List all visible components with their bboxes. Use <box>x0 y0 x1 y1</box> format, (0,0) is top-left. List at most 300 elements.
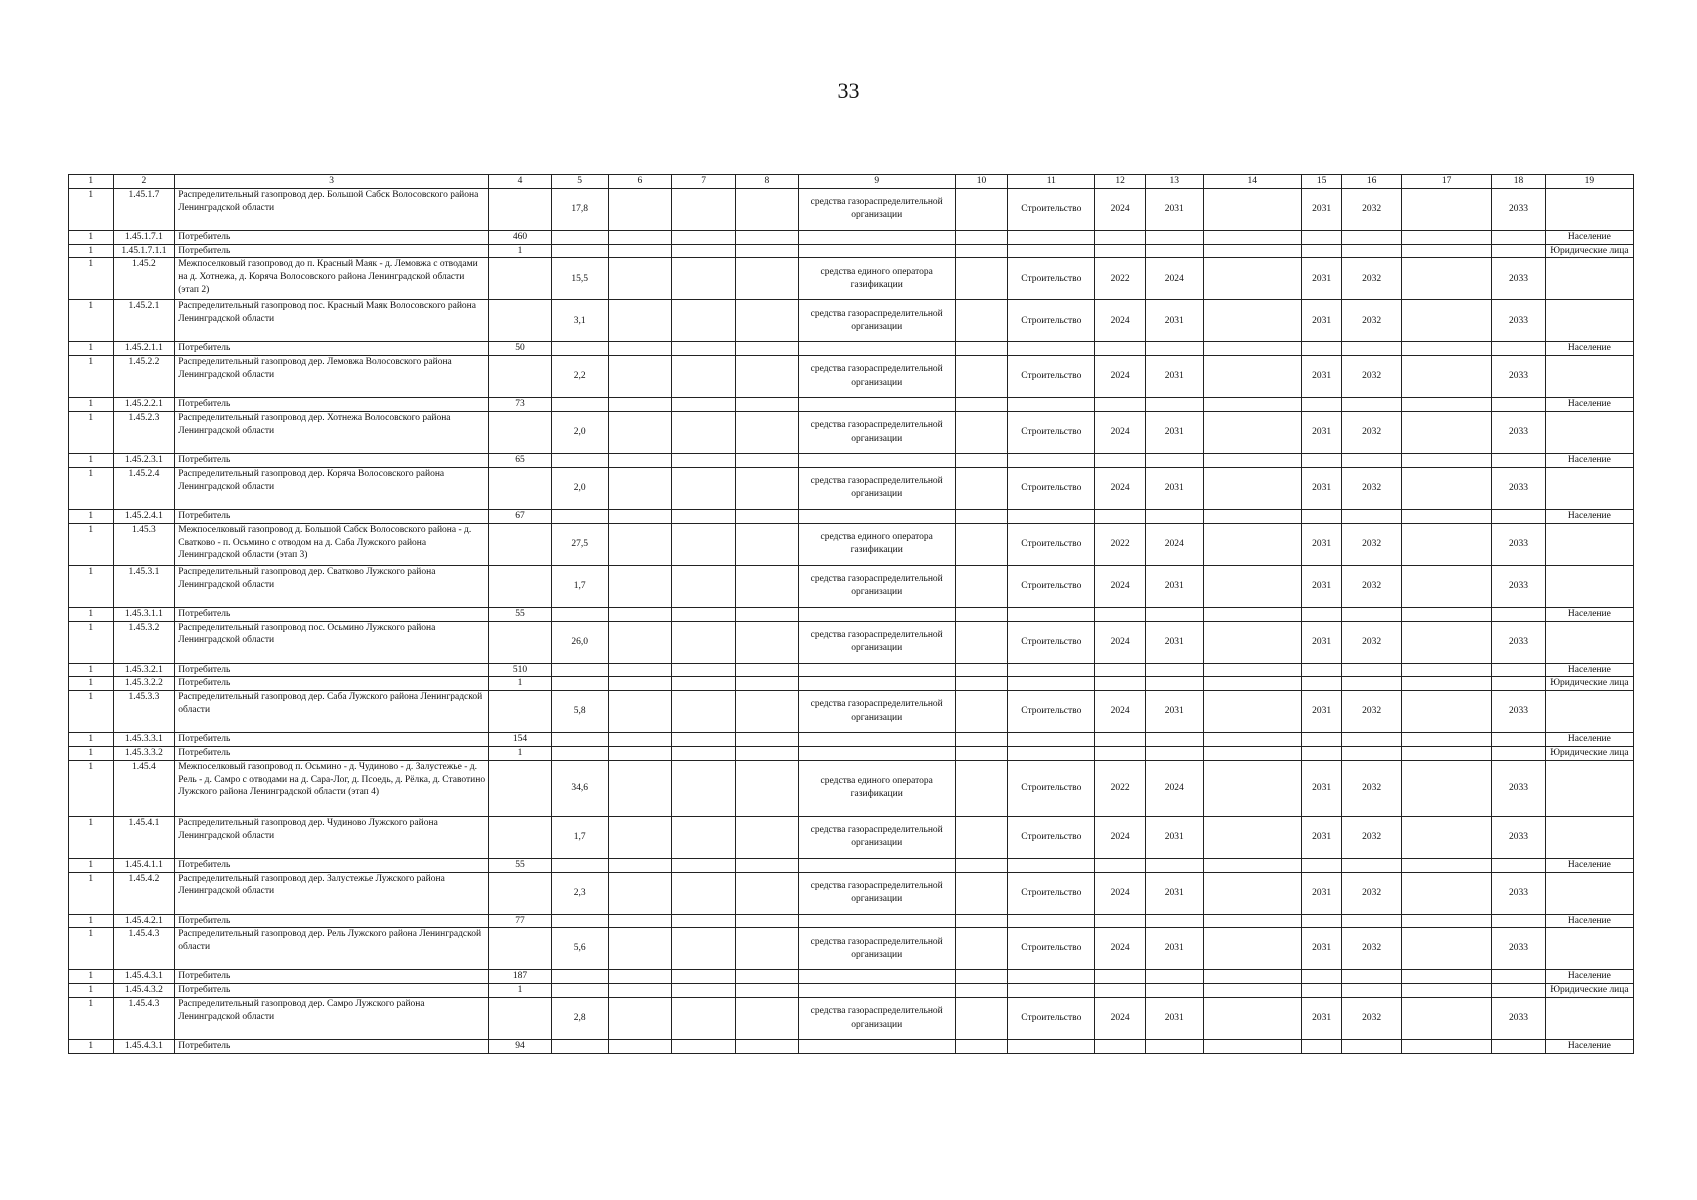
name-cell: Распределительный газопровод дер. Залустежье Лужского района Ленинградской области <box>175 872 489 914</box>
end-year-cell <box>1145 746 1203 760</box>
table-row <box>69 1040 1634 1054</box>
col15-year-cell: 2031 <box>1301 356 1341 398</box>
col16-year-cell <box>1342 914 1402 928</box>
code-cell: 1.45.3.3 <box>113 691 175 733</box>
col7-cell <box>672 188 736 230</box>
col17-cell <box>1402 565 1492 607</box>
col7-cell <box>672 454 736 468</box>
work-type-cell: Строительство <box>1008 467 1095 509</box>
name-cell: Распределительный газопровод дер. Чудиново Лужского района Ленинградской области <box>175 816 489 858</box>
funding-source-cell <box>798 244 955 258</box>
funding-source-cell: средства газораспределительной организации <box>798 565 955 607</box>
col17-cell <box>1402 1040 1492 1054</box>
col14-cell <box>1203 858 1301 872</box>
length-cell <box>551 454 608 468</box>
work-type-cell: Строительство <box>1008 760 1095 816</box>
col18-year-cell <box>1492 454 1546 468</box>
level-cell: 1 <box>69 621 114 663</box>
name-cell: Потребитель <box>175 984 489 998</box>
work-type-cell: Строительство <box>1008 356 1095 398</box>
col15-year-cell: 2031 <box>1301 467 1341 509</box>
col7-cell <box>672 998 736 1040</box>
start-year-cell: 2024 <box>1095 691 1146 733</box>
start-year-cell <box>1095 509 1146 523</box>
funding-source-cell: средства единого оператора газификации <box>798 258 955 300</box>
end-year-cell <box>1145 342 1203 356</box>
work-type-cell <box>1008 398 1095 412</box>
col14-cell <box>1203 984 1301 998</box>
funding-source-cell: средства единого оператора газификации <box>798 523 955 565</box>
end-year-cell <box>1145 509 1203 523</box>
col14-cell <box>1203 677 1301 691</box>
col15-year-cell <box>1301 342 1341 356</box>
table-row <box>69 733 1634 747</box>
consumer-type-cell: Население <box>1545 914 1633 928</box>
level-cell: 1 <box>69 565 114 607</box>
code-cell: 1.45.2.1.1 <box>113 342 175 356</box>
start-year-cell <box>1095 746 1146 760</box>
col6-cell <box>608 565 672 607</box>
col7-cell <box>672 663 736 677</box>
col14-cell <box>1203 342 1301 356</box>
consumers-cell <box>489 523 552 565</box>
work-type-cell <box>1008 746 1095 760</box>
start-year-cell <box>1095 607 1146 621</box>
level-cell: 1 <box>69 970 114 984</box>
length-cell <box>551 858 608 872</box>
end-year-cell: 2024 <box>1145 523 1203 565</box>
col6-cell <box>608 858 672 872</box>
work-type-cell: Строительство <box>1008 621 1095 663</box>
level-cell: 1 <box>69 244 114 258</box>
col16-year-cell: 2032 <box>1342 998 1402 1040</box>
col17-cell <box>1402 760 1492 816</box>
col15-year-cell: 2031 <box>1301 258 1341 300</box>
col14-cell <box>1203 509 1301 523</box>
code-cell: 1.45.4.3 <box>113 928 175 970</box>
col6-cell <box>608 998 672 1040</box>
start-year-cell <box>1095 663 1146 677</box>
funding-source-cell: средства газораспределительной организации <box>798 300 955 342</box>
code-cell: 1.45.3.2 <box>113 621 175 663</box>
consumers-cell: 67 <box>489 509 552 523</box>
table-row <box>69 621 1634 663</box>
col18-year-cell <box>1492 1040 1546 1054</box>
col18-year-cell <box>1492 663 1546 677</box>
col18-year-cell <box>1492 607 1546 621</box>
col18-year-cell: 2033 <box>1492 998 1546 1040</box>
col7-cell <box>672 607 736 621</box>
level-cell: 1 <box>69 663 114 677</box>
col6-cell <box>608 454 672 468</box>
start-year-cell: 2024 <box>1095 356 1146 398</box>
column-number-6: 6 <box>608 175 672 189</box>
table-row <box>69 607 1634 621</box>
name-cell: Межпоселковый газопровод д. Большой Сабск Волосовского района - д. Сватково - п. Осьмино с отводом на д. Саба Лужского района Ленинградской области (этап 3) <box>175 523 489 565</box>
col18-year-cell: 2033 <box>1492 928 1546 970</box>
col18-year-cell: 2033 <box>1492 300 1546 342</box>
length-cell <box>551 914 608 928</box>
start-year-cell <box>1095 398 1146 412</box>
consumer-type-cell: Население <box>1545 1040 1633 1054</box>
length-cell: 2,3 <box>551 872 608 914</box>
consumer-type-cell: Население <box>1545 509 1633 523</box>
level-cell: 1 <box>69 746 114 760</box>
col7-cell <box>672 677 736 691</box>
col17-cell <box>1402 914 1492 928</box>
funding-source-cell: средства газораспределительной организации <box>798 412 955 454</box>
col7-cell <box>672 858 736 872</box>
consumer-type-cell: Население <box>1545 607 1633 621</box>
col10-cell <box>955 1040 1008 1054</box>
col14-cell <box>1203 691 1301 733</box>
table-row <box>69 858 1634 872</box>
consumer-type-cell <box>1545 565 1633 607</box>
code-cell: 1.45.1.7.1.1 <box>113 244 175 258</box>
table-row <box>69 816 1634 858</box>
col7-cell <box>672 398 736 412</box>
consumer-type-cell: Юридические лица <box>1545 746 1633 760</box>
col14-cell <box>1203 412 1301 454</box>
end-year-cell <box>1145 733 1203 747</box>
col15-year-cell <box>1301 607 1341 621</box>
table-row <box>69 760 1634 816</box>
table-row <box>69 258 1634 300</box>
name-cell: Потребитель <box>175 970 489 984</box>
consumer-type-cell: Население <box>1545 230 1633 244</box>
consumer-type-cell: Население <box>1545 733 1633 747</box>
col7-cell <box>672 509 736 523</box>
col7-cell <box>672 342 736 356</box>
column-number-8: 8 <box>736 175 799 189</box>
name-cell: Распределительный газопровод дер. Саба Лужского района Ленинградской области <box>175 691 489 733</box>
col17-cell <box>1402 300 1492 342</box>
table-row <box>69 398 1634 412</box>
col15-year-cell: 2031 <box>1301 872 1341 914</box>
start-year-cell <box>1095 454 1146 468</box>
funding-source-cell <box>798 663 955 677</box>
col8-cell <box>736 244 799 258</box>
col16-year-cell: 2032 <box>1342 816 1402 858</box>
funding-source-cell: средства газораспределительной организации <box>798 356 955 398</box>
length-cell <box>551 342 608 356</box>
level-cell: 1 <box>69 412 114 454</box>
consumers-cell <box>489 565 552 607</box>
work-type-cell <box>1008 677 1095 691</box>
code-cell: 1.45.4 <box>113 760 175 816</box>
col10-cell <box>955 300 1008 342</box>
col6-cell <box>608 746 672 760</box>
col15-year-cell: 2031 <box>1301 523 1341 565</box>
col7-cell <box>672 467 736 509</box>
consumers-cell <box>489 928 552 970</box>
col14-cell <box>1203 188 1301 230</box>
end-year-cell: 2031 <box>1145 188 1203 230</box>
col7-cell <box>672 523 736 565</box>
work-type-cell <box>1008 984 1095 998</box>
name-cell: Потребитель <box>175 342 489 356</box>
level-cell: 1 <box>69 733 114 747</box>
col16-year-cell: 2032 <box>1342 565 1402 607</box>
col17-cell <box>1402 230 1492 244</box>
work-type-cell <box>1008 342 1095 356</box>
col6-cell <box>608 467 672 509</box>
column-number-9: 9 <box>798 175 955 189</box>
work-type-cell <box>1008 970 1095 984</box>
col14-cell <box>1203 565 1301 607</box>
end-year-cell <box>1145 454 1203 468</box>
consumers-cell <box>489 621 552 663</box>
consumers-cell: 154 <box>489 733 552 747</box>
col8-cell <box>736 258 799 300</box>
consumer-type-cell <box>1545 760 1633 816</box>
work-type-cell: Строительство <box>1008 412 1095 454</box>
col18-year-cell: 2033 <box>1492 565 1546 607</box>
col10-cell <box>955 663 1008 677</box>
col18-year-cell <box>1492 677 1546 691</box>
col6-cell <box>608 970 672 984</box>
table-row <box>69 412 1634 454</box>
length-cell: 5,8 <box>551 691 608 733</box>
work-type-cell: Строительство <box>1008 300 1095 342</box>
col16-year-cell: 2032 <box>1342 258 1402 300</box>
col8-cell <box>736 1040 799 1054</box>
work-type-cell <box>1008 914 1095 928</box>
col14-cell <box>1203 816 1301 858</box>
code-cell: 1.45.4.3 <box>113 998 175 1040</box>
col17-cell <box>1402 523 1492 565</box>
col17-cell <box>1402 746 1492 760</box>
funding-source-cell: средства газораспределительной организации <box>798 816 955 858</box>
level-cell: 1 <box>69 928 114 970</box>
length-cell <box>551 230 608 244</box>
col18-year-cell <box>1492 858 1546 872</box>
col15-year-cell <box>1301 984 1341 998</box>
col16-year-cell: 2032 <box>1342 760 1402 816</box>
col18-year-cell: 2033 <box>1492 691 1546 733</box>
end-year-cell <box>1145 984 1203 998</box>
funding-source-cell <box>798 342 955 356</box>
col16-year-cell <box>1342 677 1402 691</box>
end-year-cell: 2024 <box>1145 760 1203 816</box>
consumers-cell <box>489 258 552 300</box>
code-cell: 1.45.4.2.1 <box>113 914 175 928</box>
col14-cell <box>1203 746 1301 760</box>
table-row <box>69 356 1634 398</box>
col18-year-cell: 2033 <box>1492 188 1546 230</box>
table-row <box>69 663 1634 677</box>
col14-cell <box>1203 230 1301 244</box>
col6-cell <box>608 607 672 621</box>
col15-year-cell: 2031 <box>1301 621 1341 663</box>
col6-cell <box>608 816 672 858</box>
column-number-1: 1 <box>69 175 114 189</box>
col15-year-cell: 2031 <box>1301 300 1341 342</box>
col6-cell <box>608 342 672 356</box>
column-number-11: 11 <box>1008 175 1095 189</box>
consumers-cell: 50 <box>489 342 552 356</box>
work-type-cell: Строительство <box>1008 928 1095 970</box>
col17-cell <box>1402 398 1492 412</box>
code-cell: 1.45.2.3.1 <box>113 454 175 468</box>
col16-year-cell: 2032 <box>1342 928 1402 970</box>
col14-cell <box>1203 872 1301 914</box>
col16-year-cell: 2032 <box>1342 356 1402 398</box>
col17-cell <box>1402 607 1492 621</box>
col15-year-cell <box>1301 858 1341 872</box>
level-cell: 1 <box>69 872 114 914</box>
work-type-cell: Строительство <box>1008 565 1095 607</box>
table-row <box>69 342 1634 356</box>
funding-source-cell: средства газораспределительной организации <box>798 691 955 733</box>
funding-source-cell <box>798 733 955 747</box>
col17-cell <box>1402 621 1492 663</box>
end-year-cell <box>1145 677 1203 691</box>
level-cell: 1 <box>69 1040 114 1054</box>
col8-cell <box>736 467 799 509</box>
col7-cell <box>672 872 736 914</box>
name-cell: Потребитель <box>175 746 489 760</box>
col8-cell <box>736 760 799 816</box>
col10-cell <box>955 565 1008 607</box>
col10-cell <box>955 970 1008 984</box>
name-cell: Потребитель <box>175 733 489 747</box>
level-cell: 1 <box>69 398 114 412</box>
col17-cell <box>1402 677 1492 691</box>
funding-source-cell <box>798 914 955 928</box>
funding-source-cell: средства газораспределительной организации <box>798 928 955 970</box>
col15-year-cell <box>1301 733 1341 747</box>
gas-pipeline-table <box>68 174 1634 1054</box>
col7-cell <box>672 914 736 928</box>
col10-cell <box>955 244 1008 258</box>
col15-year-cell: 2031 <box>1301 412 1341 454</box>
column-number-17: 17 <box>1402 175 1492 189</box>
name-cell: Распределительный газопровод дер. Хотнежа Волосовского района Ленинградской области <box>175 412 489 454</box>
length-cell: 2,0 <box>551 412 608 454</box>
col16-year-cell <box>1342 454 1402 468</box>
consumer-type-cell <box>1545 621 1633 663</box>
col6-cell <box>608 733 672 747</box>
end-year-cell <box>1145 244 1203 258</box>
code-cell: 1.45.1.7.1 <box>113 230 175 244</box>
funding-source-cell <box>798 970 955 984</box>
table-row <box>69 872 1634 914</box>
col14-cell <box>1203 733 1301 747</box>
start-year-cell: 2022 <box>1095 523 1146 565</box>
table-row <box>69 523 1634 565</box>
col18-year-cell <box>1492 914 1546 928</box>
table-row <box>69 746 1634 760</box>
start-year-cell <box>1095 677 1146 691</box>
col7-cell <box>672 300 736 342</box>
length-cell <box>551 509 608 523</box>
col8-cell <box>736 984 799 998</box>
consumers-cell: 1 <box>489 746 552 760</box>
level-cell: 1 <box>69 816 114 858</box>
length-cell: 2,8 <box>551 998 608 1040</box>
col17-cell <box>1402 970 1492 984</box>
consumer-type-cell <box>1545 998 1633 1040</box>
level-cell: 1 <box>69 760 114 816</box>
code-cell: 1.45.3.1.1 <box>113 607 175 621</box>
col14-cell <box>1203 467 1301 509</box>
work-type-cell <box>1008 454 1095 468</box>
consumers-cell: 1 <box>489 984 552 998</box>
end-year-cell <box>1145 914 1203 928</box>
table-row <box>69 230 1634 244</box>
col18-year-cell <box>1492 984 1546 998</box>
consumer-type-cell: Население <box>1545 398 1633 412</box>
col7-cell <box>672 928 736 970</box>
work-type-cell <box>1008 509 1095 523</box>
start-year-cell <box>1095 970 1146 984</box>
name-cell: Распределительный газопровод дер. Самро Лужского района Ленинградской области <box>175 998 489 1040</box>
col17-cell <box>1402 188 1492 230</box>
funding-source-cell <box>798 677 955 691</box>
column-number-7: 7 <box>672 175 736 189</box>
funding-source-cell: средства единого оператора газификации <box>798 760 955 816</box>
code-cell: 1.45.2.2.1 <box>113 398 175 412</box>
consumers-cell: 1 <box>489 244 552 258</box>
col16-year-cell <box>1342 663 1402 677</box>
consumers-cell <box>489 691 552 733</box>
end-year-cell: 2031 <box>1145 816 1203 858</box>
consumers-cell <box>489 188 552 230</box>
col17-cell <box>1402 412 1492 454</box>
column-number-5: 5 <box>551 175 608 189</box>
col7-cell <box>672 1040 736 1054</box>
name-cell: Потребитель <box>175 509 489 523</box>
name-cell: Распределительный газопровод пос. Красный Маяк Волосовского района Ленинградской области <box>175 300 489 342</box>
col10-cell <box>955 467 1008 509</box>
column-number-15: 15 <box>1301 175 1341 189</box>
start-year-cell: 2024 <box>1095 928 1146 970</box>
funding-source-cell <box>798 230 955 244</box>
col15-year-cell: 2031 <box>1301 816 1341 858</box>
col16-year-cell: 2032 <box>1342 691 1402 733</box>
work-type-cell <box>1008 733 1095 747</box>
table-row <box>69 928 1634 970</box>
col17-cell <box>1402 663 1492 677</box>
name-cell: Распределительный газопровод дер. Рель Лужского района Ленинградской области <box>175 928 489 970</box>
consumers-cell <box>489 760 552 816</box>
work-type-cell: Строительство <box>1008 816 1095 858</box>
length-cell: 3,1 <box>551 300 608 342</box>
length-cell <box>551 677 608 691</box>
funding-source-cell: средства газораспределительной организации <box>798 998 955 1040</box>
code-cell: 1.45.4.3.1 <box>113 1040 175 1054</box>
table-row <box>69 509 1634 523</box>
col17-cell <box>1402 467 1492 509</box>
start-year-cell: 2024 <box>1095 188 1146 230</box>
level-cell: 1 <box>69 677 114 691</box>
col17-cell <box>1402 733 1492 747</box>
col10-cell <box>955 188 1008 230</box>
name-cell: Межпоселковый газопровод до п. Красный Маяк - д. Лемовжа с отводами на д. Хотнежа, д. Коряча Волосовского района Ленинградской области (этап 2) <box>175 258 489 300</box>
work-type-cell <box>1008 244 1095 258</box>
consumer-type-cell: Население <box>1545 454 1633 468</box>
col16-year-cell: 2032 <box>1342 188 1402 230</box>
col18-year-cell: 2033 <box>1492 523 1546 565</box>
start-year-cell: 2024 <box>1095 300 1146 342</box>
col10-cell <box>955 928 1008 970</box>
consumers-cell: 73 <box>489 398 552 412</box>
consumers-cell <box>489 300 552 342</box>
col8-cell <box>736 872 799 914</box>
start-year-cell: 2024 <box>1095 816 1146 858</box>
work-type-cell: Строительство <box>1008 523 1095 565</box>
